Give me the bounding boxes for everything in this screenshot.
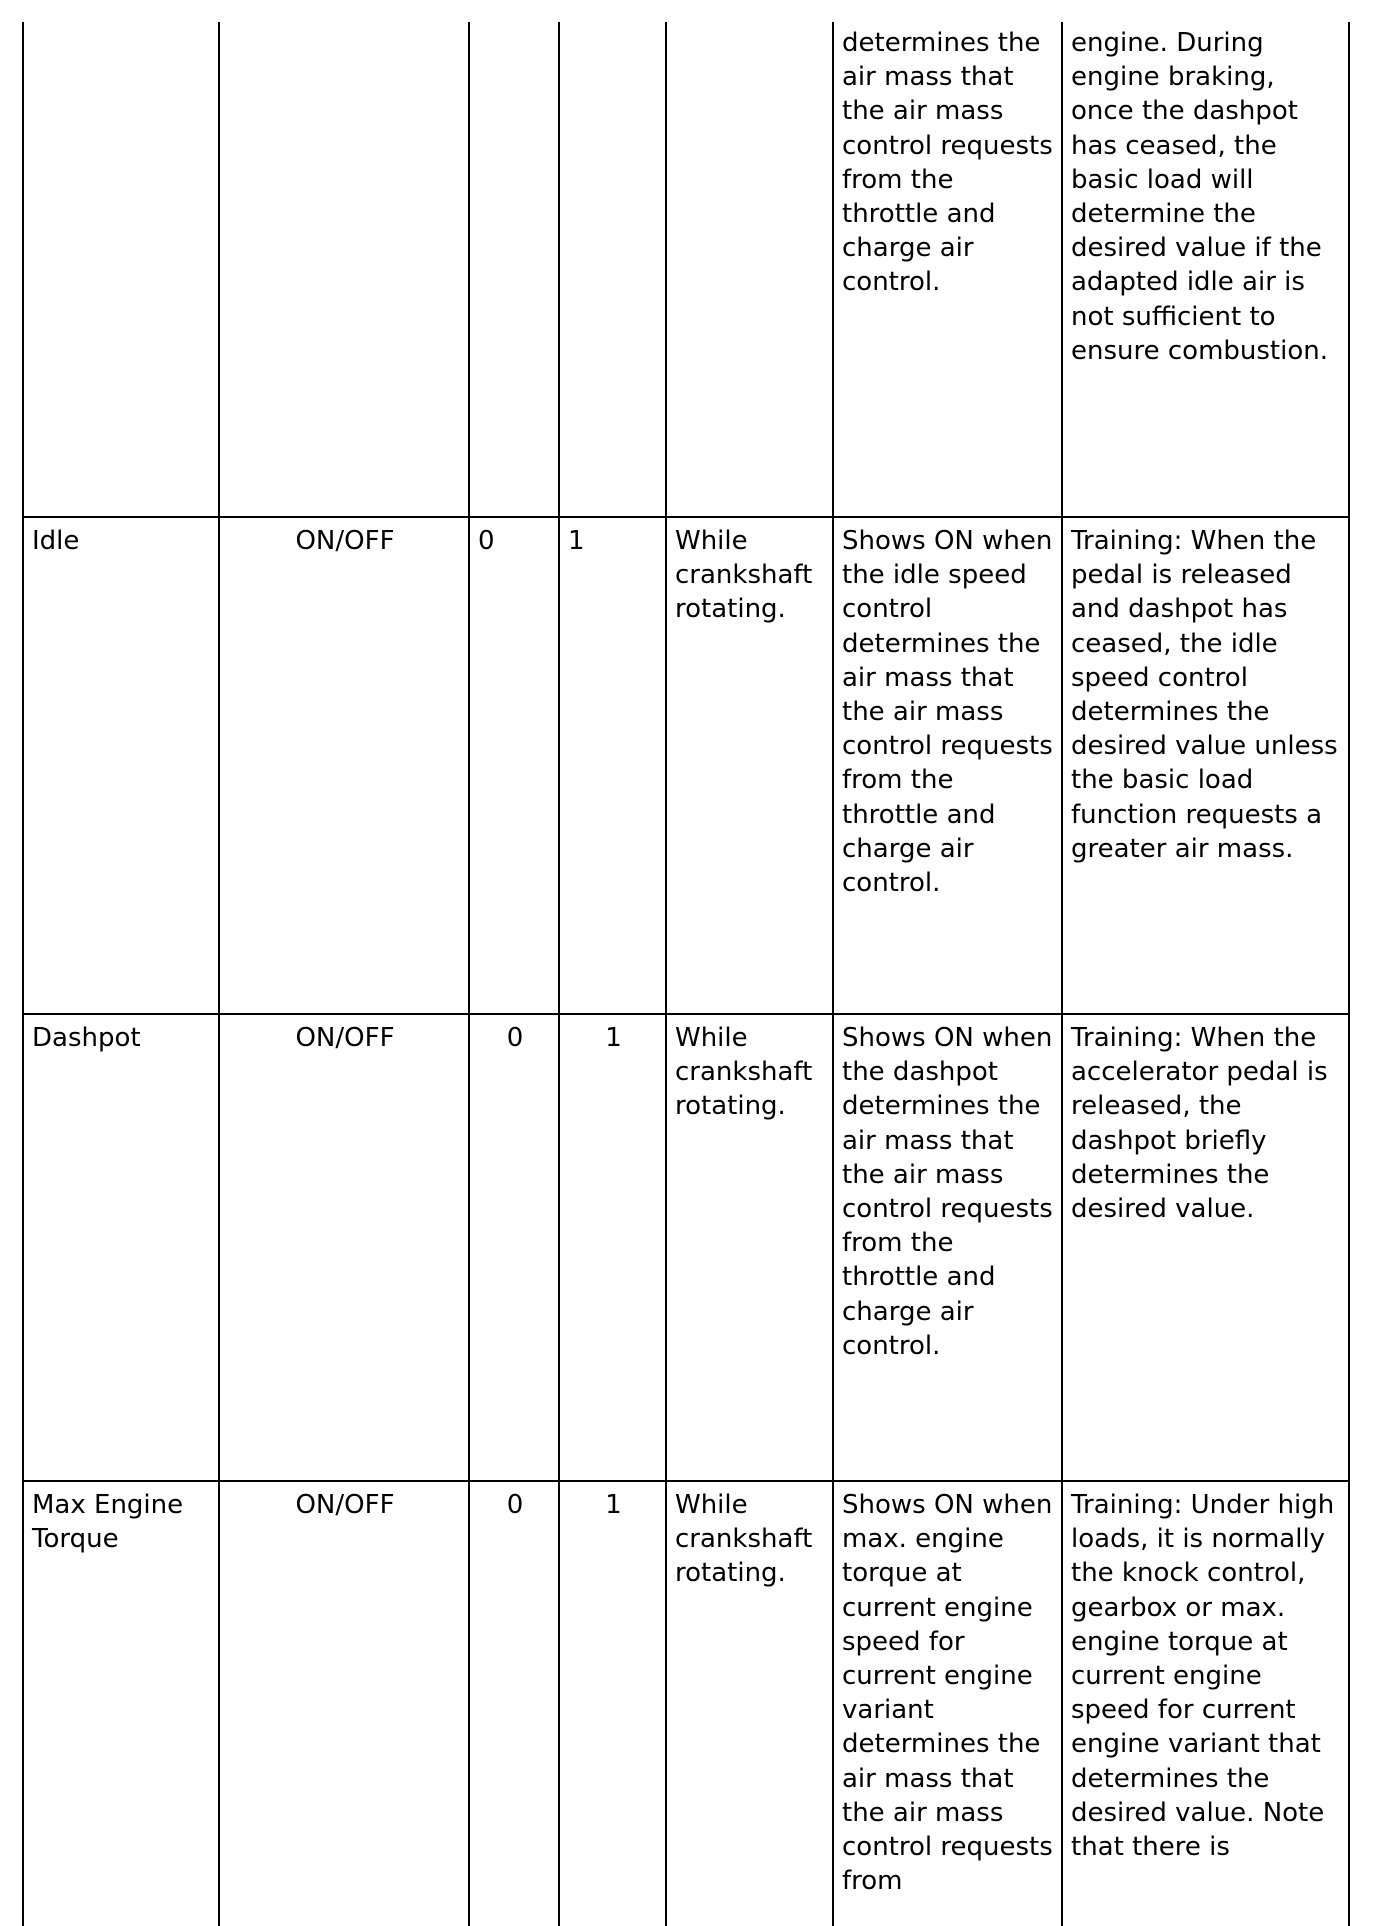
- availability-cell: While crankshaft rotating.: [666, 1014, 833, 1481]
- max-value-cell: 1: [559, 517, 666, 1014]
- max-value-cell: 1: [559, 1481, 666, 1926]
- parameter-name-cell: Idle: [23, 517, 219, 1014]
- parameter-name-cell: Max Engine Torque: [23, 1481, 219, 1926]
- units-cell: [219, 22, 469, 517]
- parameter-name-cell: [23, 22, 219, 517]
- notes-cell: Training: When the pedal is released and dashpot has ceased, the idle speed control determines the desired value unless the basic load function requests a greater air mass.: [1062, 517, 1349, 1014]
- table-row: [23, 517, 1349, 1014]
- description-cell: Shows ON when max. engine torque at current engine speed for current engine variant determines the air mass that the air mass control requests from: [833, 1481, 1062, 1926]
- units-cell: ON/OFF: [219, 1481, 469, 1926]
- availability-cell: While crankshaft rotating.: [666, 517, 833, 1014]
- availability-cell: [666, 22, 833, 517]
- description-cell: determines the air mass that the air mass control requests from the throttle and charge air control.: [833, 22, 1062, 517]
- min-value-cell: 0: [469, 1014, 559, 1481]
- units-cell: ON/OFF: [219, 517, 469, 1014]
- max-value-cell: [559, 22, 666, 517]
- parameter-name-cell: Dashpot: [23, 1014, 219, 1481]
- min-value-cell: 0: [469, 1481, 559, 1926]
- parameter-table: [22, 22, 1350, 1926]
- description-cell: Shows ON when the dashpot determines the air mass that the air mass control requests from the throttle and charge air control.: [833, 1014, 1062, 1481]
- min-value-cell: 0: [469, 517, 559, 1014]
- notes-cell: Training: Under high loads, it is normally the knock control, gearbox or max. engine torque at current engine speed for current engine variant that determines the desired value. Note that there is: [1062, 1481, 1349, 1926]
- table-row: [23, 1481, 1349, 1926]
- units-cell: ON/OFF: [219, 1014, 469, 1481]
- max-value-cell: 1: [559, 1014, 666, 1481]
- table-row: [23, 22, 1349, 517]
- table-row: [23, 1014, 1349, 1481]
- notes-cell: engine. During engine braking, once the dashpot has ceased, the basic load will determine the desired value if the adapted idle air is not sufficient to ensure combustion.: [1062, 22, 1349, 517]
- description-cell: Shows ON when the idle speed control determines the air mass that the air mass control requests from the throttle and charge air control.: [833, 517, 1062, 1014]
- notes-cell: Training: When the accelerator pedal is released, the dashpot briefly determines the desired value.: [1062, 1014, 1349, 1481]
- min-value-cell: [469, 22, 559, 517]
- availability-cell: While crankshaft rotating.: [666, 1481, 833, 1926]
